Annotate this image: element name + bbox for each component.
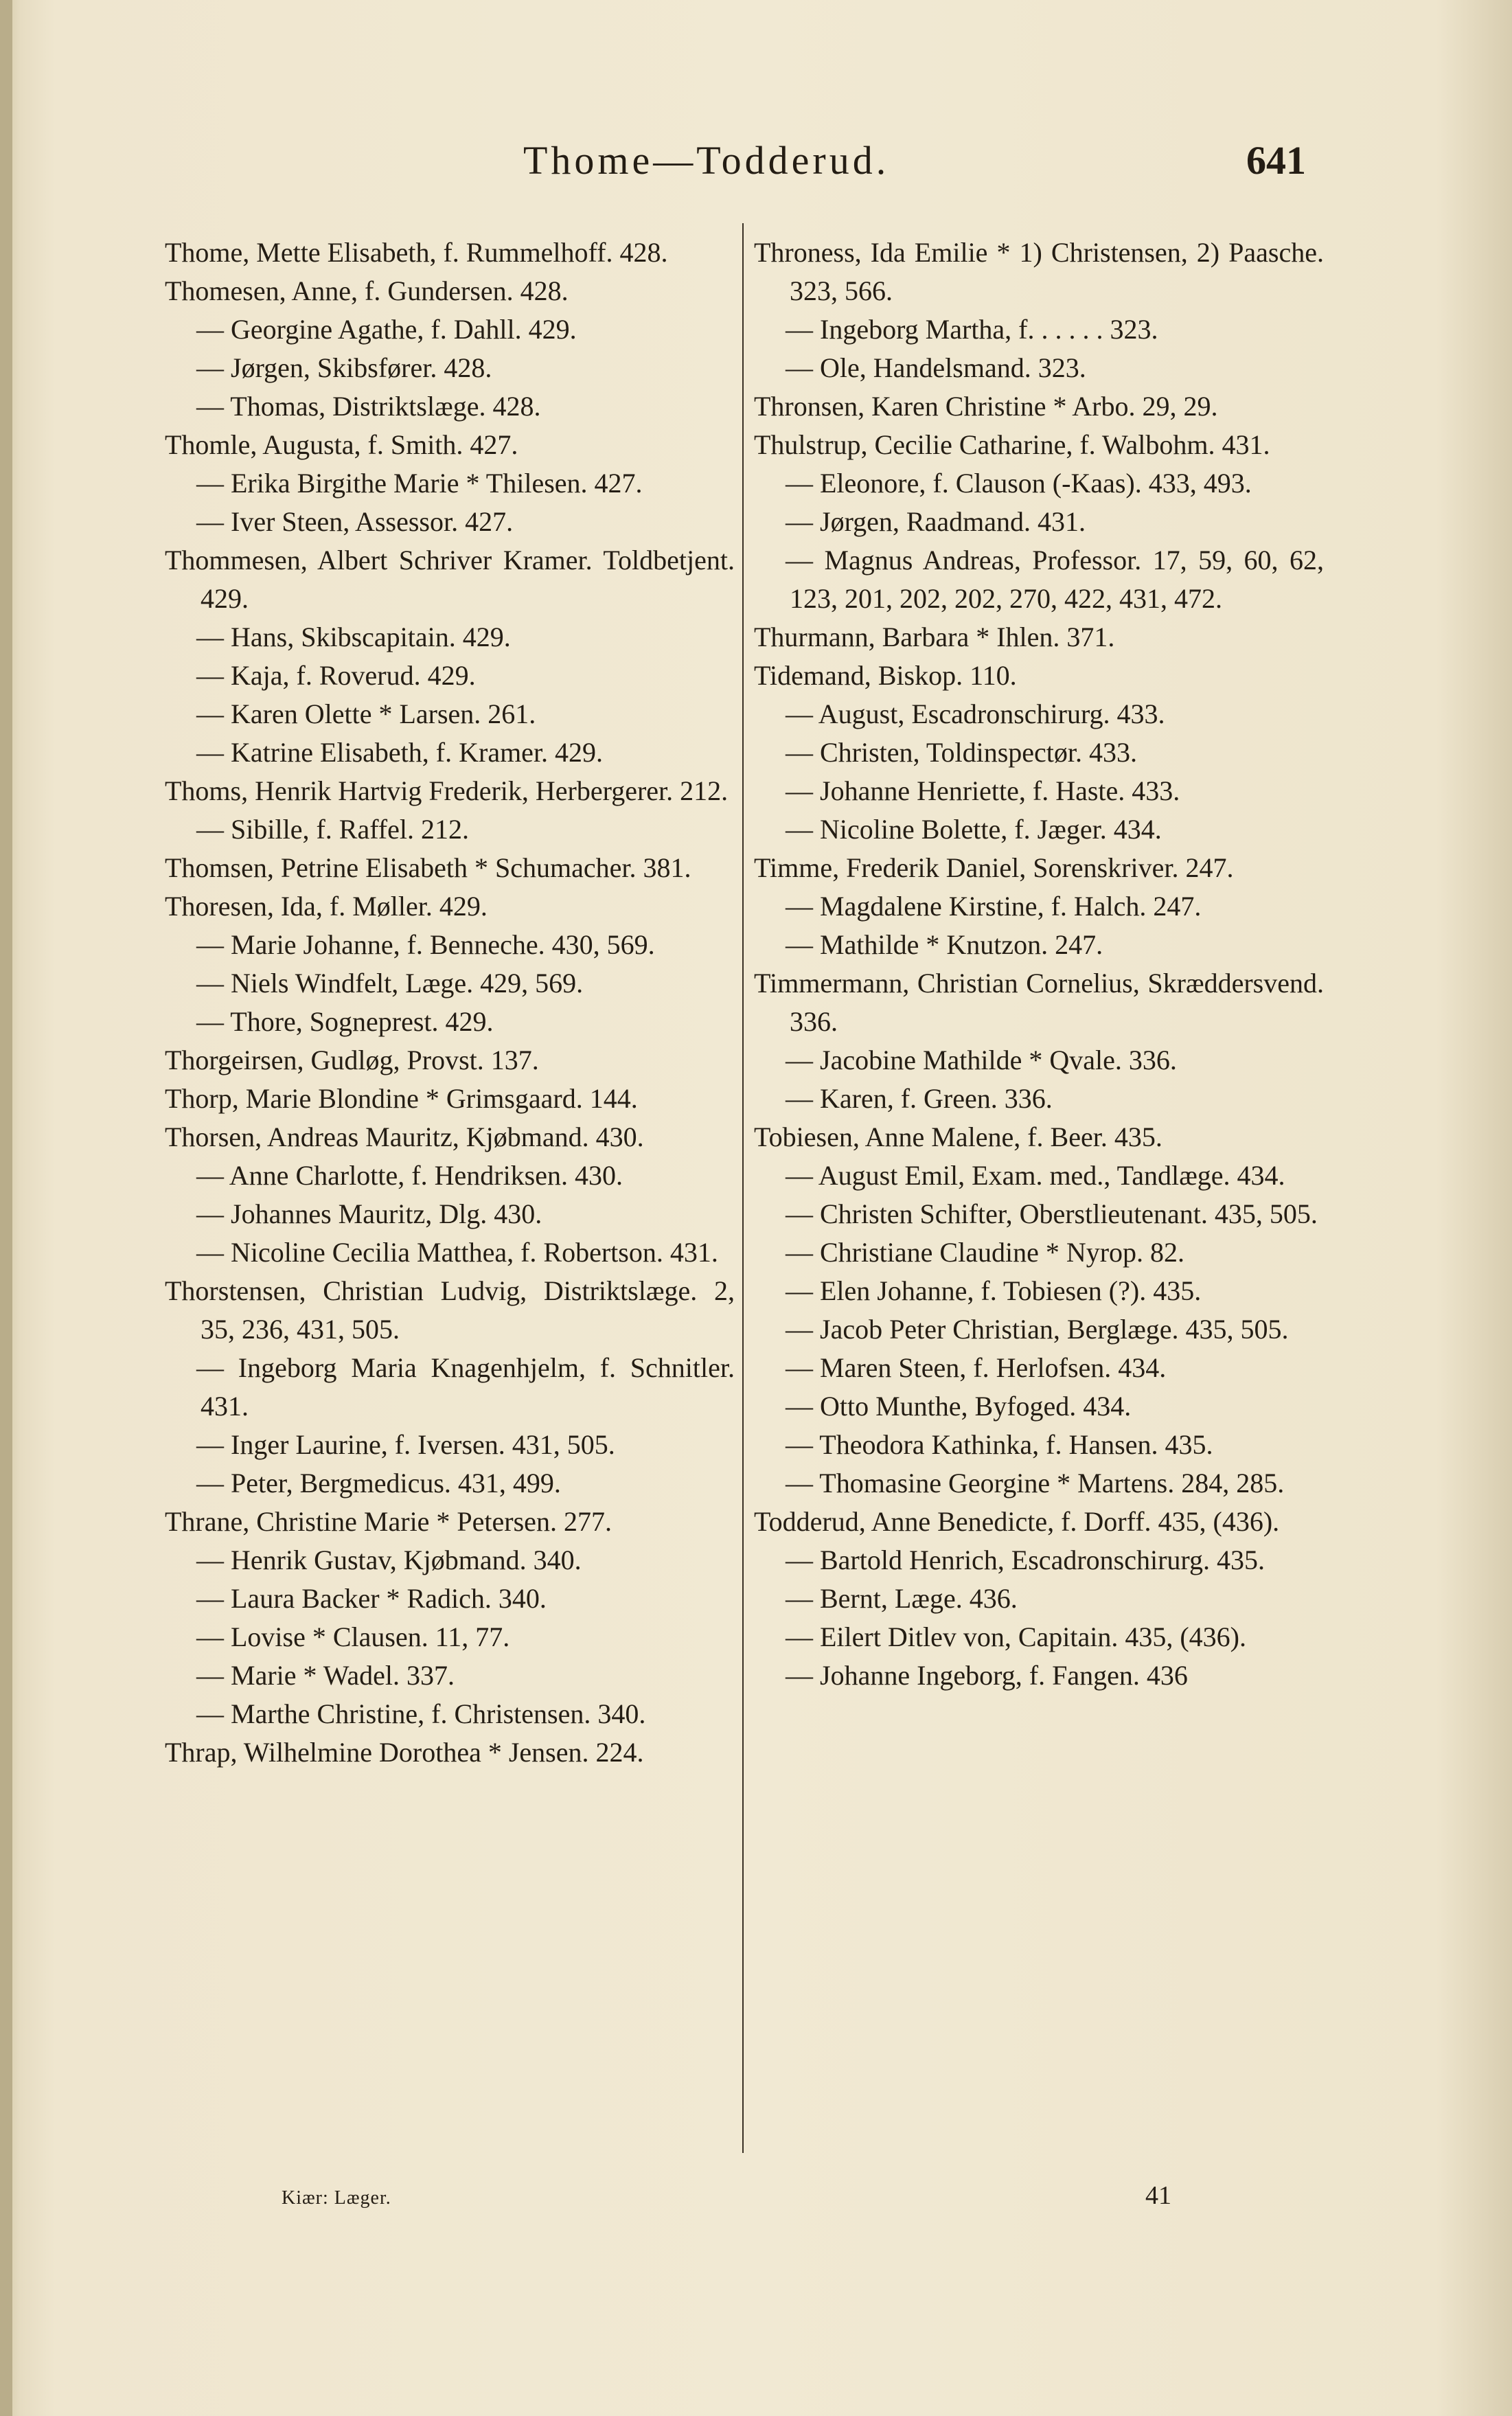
- index-subentry: — Hans, Skibscapitain. 429.: [165, 618, 735, 657]
- sheet-number: 41: [1145, 2181, 1171, 2210]
- index-subentry: — Karen Olette * Larsen. 261.: [165, 695, 735, 733]
- index-entry: Thronsen, Karen Christine * Arbo. 29, 29.: [754, 391, 1218, 422]
- index-entry: Thrap, Wilhelmine Dorothea * Jensen. 224.: [165, 1737, 644, 1768]
- index-subentry: — Jacob Peter Christian, Berglæge. 435, 505.: [754, 1310, 1324, 1349]
- index-subentry: — Inger Laurine, f. Iversen. 431, 505.: [165, 1426, 735, 1464]
- index-subentry: — August Emil, Exam. med., Tandlæge. 434.: [754, 1156, 1324, 1195]
- index-column-left: [165, 233, 735, 1772]
- index-subentry: — Thore, Sogneprest. 429.: [165, 1003, 735, 1041]
- index-entry: Tidemand, Biskop. 110.: [754, 660, 1017, 691]
- index-subentry: — Jørgen, Skibsfører. 428.: [165, 349, 735, 387]
- index-subentry: — Anne Charlotte, f. Hendriksen. 430.: [165, 1156, 735, 1195]
- index-subentry: — August, Escadronschirurg. 433.: [754, 695, 1324, 733]
- index-subentry: — Laura Backer * Radich. 340.: [165, 1580, 735, 1618]
- index-subentry: — Marthe Christine, f. Christensen. 340.: [165, 1695, 735, 1733]
- index-entry: Timme, Frederik Daniel, Sorenskriver. 247.: [754, 852, 1234, 883]
- index-subentry: — Johanne Henriette, f. Haste. 433.: [754, 772, 1324, 810]
- column-divider: [742, 223, 744, 2153]
- index-subentry: — Otto Munthe, Byfoged. 434.: [754, 1387, 1324, 1426]
- index-subentry: — Erika Birgithe Marie * Thilesen. 427.: [165, 464, 735, 503]
- index-subentry: — Peter, Bergmedicus. 431, 499.: [165, 1464, 735, 1503]
- index-entry: Thommesen, Albert Schriver Kramer. Toldbetjent. 429.: [165, 545, 735, 614]
- index-subentry: — Thomasine Georgine * Martens. 284, 285.: [754, 1464, 1324, 1503]
- index-subentry: — Christen Schifter, Oberstlieutenant. 435, 505.: [754, 1195, 1324, 1233]
- index-subentry: — Katrine Elisabeth, f. Kramer. 429.: [165, 733, 735, 772]
- index-subentry: — Theodora Kathinka, f. Hansen. 435.: [754, 1426, 1324, 1464]
- index-entry: Thoresen, Ida, f. Møller. 429.: [165, 891, 488, 922]
- index-entry: Thrane, Christine Marie * Petersen. 277.: [165, 1506, 612, 1537]
- index-subentry: — Magdalene Kirstine, f. Halch. 247.: [754, 887, 1324, 926]
- index-subentry: — Nicoline Cecilia Matthea, f. Robertson. 431.: [165, 1233, 735, 1272]
- page-header: [0, 137, 1512, 192]
- index-subentry: — Johannes Mauritz, Dlg. 430.: [165, 1195, 735, 1233]
- index-entry: Throness, Ida Emilie * 1) Christensen, 2) Paasche. 323, 566.: [754, 237, 1324, 306]
- index-subentry: — Marie * Wadel. 337.: [165, 1656, 735, 1695]
- index-subentry: — Eilert Ditlev von, Capitain. 435, (436).: [754, 1618, 1324, 1656]
- index-column-right: [754, 233, 1324, 1695]
- index-subentry: — Karen, f. Green. 336.: [754, 1080, 1324, 1118]
- index-entry: Thomsen, Petrine Elisabeth * Schumacher. 381.: [165, 852, 691, 883]
- index-subentry: — Niels Windfelt, Læge. 429, 569.: [165, 964, 735, 1003]
- index-subentry: — Iver Steen, Assessor. 427.: [165, 503, 735, 541]
- index-entry: Thorsen, Andreas Mauritz, Kjøbmand. 430.: [165, 1121, 644, 1152]
- index-subentry: — Johanne Ingeborg, f. Fangen. 436: [754, 1656, 1324, 1695]
- index-subentry: — Lovise * Clausen. 11, 77.: [165, 1618, 735, 1656]
- index-entry: Todderud, Anne Benedicte, f. Dorff. 435, (436).: [754, 1506, 1280, 1537]
- index-entry: Thulstrup, Cecilie Catharine, f. Walbohm. 431.: [754, 429, 1270, 460]
- index-subentry: — Christen, Toldinspectør. 433.: [754, 733, 1324, 772]
- index-subentry: — Jørgen, Raadmand. 431.: [754, 503, 1324, 541]
- running-title: Thome—Todderud.: [523, 138, 890, 183]
- index-subentry: — Nicoline Bolette, f. Jæger. 434.: [754, 810, 1324, 849]
- index-subentry: — Thomas, Distriktslæge. 428.: [165, 387, 735, 426]
- index-subentry: — Ole, Handelsmand. 323.: [754, 349, 1324, 387]
- page-gutter: [0, 0, 12, 2416]
- index-entry: Thome, Mette Elisabeth, f. Rummelhoff. 428.: [165, 237, 668, 268]
- index-subentry: — Ingeborg Maria Knagenhjelm, f. Schnitler. 431.: [165, 1349, 735, 1426]
- index-subentry: — Eleonore, f. Clauson (-Kaas). 433, 493.: [754, 464, 1324, 503]
- page-number: 641: [1246, 138, 1306, 183]
- index-subentry: — Mathilde * Knutzon. 247.: [754, 926, 1324, 964]
- index-entry: Thomle, Augusta, f. Smith. 427.: [165, 429, 518, 460]
- index-subentry: — Henrik Gustav, Kjøbmand. 340.: [165, 1541, 735, 1580]
- index-subentry: — Jacobine Mathilde * Qvale. 336.: [754, 1041, 1324, 1080]
- index-subentry: — Maren Steen, f. Herlofsen. 434.: [754, 1349, 1324, 1387]
- index-entry: Timmermann, Christian Cornelius, Skræddersvend. 336.: [754, 968, 1324, 1037]
- index-subentry: — Christiane Claudine * Nyrop. 82.: [754, 1233, 1324, 1272]
- index-entry: Thurmann, Barbara * Ihlen. 371.: [754, 622, 1115, 652]
- index-entry: Thorgeirsen, Gudløg, Provst. 137.: [165, 1045, 539, 1075]
- index-entry: Thomesen, Anne, f. Gundersen. 428.: [165, 275, 569, 306]
- index-subentry: — Sibille, f. Raffel. 212.: [165, 810, 735, 849]
- signature-mark: Kiær: Læger.: [282, 2187, 391, 2209]
- index-entry: Tobiesen, Anne Malene, f. Beer. 435.: [754, 1121, 1162, 1152]
- index-entry: Thorstensen, Christian Ludvig, Distriktslæge. 2, 35, 236, 431, 505.: [165, 1275, 735, 1345]
- index-subentry: — Magnus Andreas, Professor. 17, 59, 60, 62, 123, 201, 202, 202, 270, 422, 431, 472.: [754, 541, 1324, 618]
- index-entry: Thorp, Marie Blondine * Grimsgaard. 144.: [165, 1083, 638, 1114]
- index-subentry: — Kaja, f. Roverud. 429.: [165, 657, 735, 695]
- index-subentry: — Marie Johanne, f. Benneche. 430, 569.: [165, 926, 735, 964]
- index-subentry: — Georgine Agathe, f. Dahll. 429.: [165, 310, 735, 349]
- index-subentry: — Bernt, Læge. 436.: [754, 1580, 1324, 1618]
- index-subentry: — Elen Johanne, f. Tobiesen (?). 435.: [754, 1272, 1324, 1310]
- index-entry: Thoms, Henrik Hartvig Frederik, Herbergerer. 212.: [165, 775, 729, 806]
- index-subentry: — Bartold Henrich, Escadronschirurg. 435.: [754, 1541, 1324, 1580]
- index-subentry: — Ingeborg Martha, f. . . . . . 323.: [754, 310, 1324, 349]
